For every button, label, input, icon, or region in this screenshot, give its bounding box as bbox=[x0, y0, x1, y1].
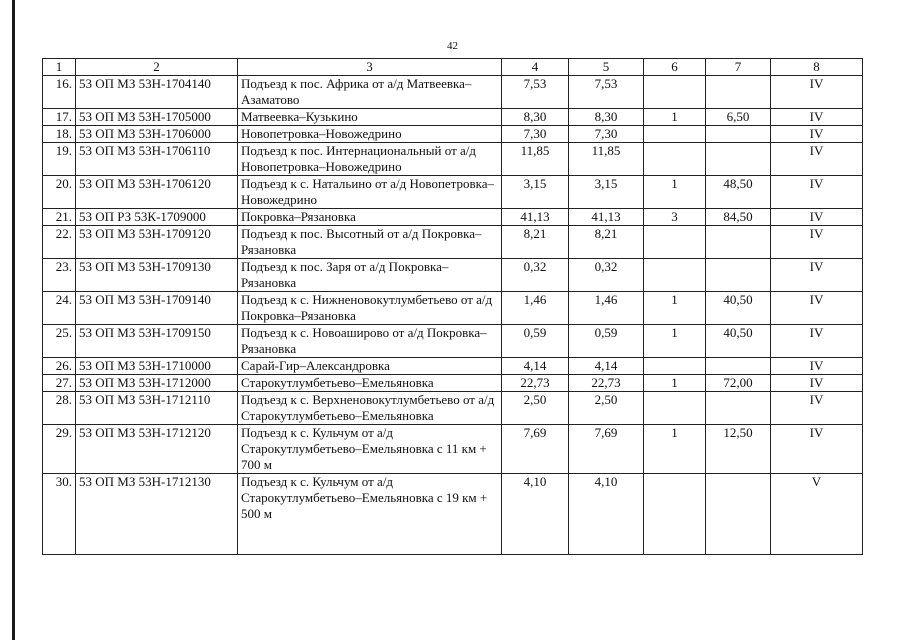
row-number: 19. bbox=[43, 143, 76, 176]
table-row bbox=[43, 392, 863, 425]
col-6-value: 1 bbox=[644, 425, 706, 474]
col-5-value: 0,59 bbox=[569, 325, 644, 358]
col-4-value: 11,85 bbox=[502, 143, 569, 176]
col-5-value: 3,15 bbox=[569, 176, 644, 209]
road-code: 53 ОП МЗ 53Н-1710000 bbox=[76, 358, 238, 375]
row-number: 24. bbox=[43, 292, 76, 325]
header-col-7: 7 bbox=[706, 59, 771, 76]
col-7-value bbox=[706, 392, 771, 425]
road-name: Подъезд к пос. Высотный от а/д Покровка–Рязановка bbox=[238, 226, 502, 259]
col-5-value: 2,50 bbox=[569, 392, 644, 425]
col-4-value: 41,13 bbox=[502, 209, 569, 226]
road-name: Подъезд к с. Кульчум от а/д Старокутлумбетьево–Емельяновка с 11 км + 700 м bbox=[238, 425, 502, 474]
road-name: Покровка–Рязановка bbox=[238, 209, 502, 226]
col-5-value: 0,32 bbox=[569, 259, 644, 292]
col-8-value: IV bbox=[771, 226, 863, 259]
road-name: Подъезд к с. Новоаширово от а/д Покровка–Рязановка bbox=[238, 325, 502, 358]
col-7-value: 6,50 bbox=[706, 109, 771, 126]
road-name: Новопетровка–Новожедрино bbox=[238, 126, 502, 143]
col-4-value: 2,50 bbox=[502, 392, 569, 425]
table-row bbox=[43, 292, 863, 325]
col-6-value bbox=[644, 226, 706, 259]
row-number: 21. bbox=[43, 209, 76, 226]
col-7-value bbox=[706, 226, 771, 259]
col-7-value: 40,50 bbox=[706, 325, 771, 358]
road-name: Сарай-Гир–Александровка bbox=[238, 358, 502, 375]
table-row bbox=[43, 375, 863, 392]
col-7-value bbox=[706, 143, 771, 176]
road-code: 53 ОП МЗ 53Н-1709150 bbox=[76, 325, 238, 358]
col-4-value: 8,21 bbox=[502, 226, 569, 259]
table-row bbox=[43, 259, 863, 292]
table-header bbox=[43, 59, 863, 76]
road-code: 53 ОП МЗ 53Н-1706110 bbox=[76, 143, 238, 176]
table-row bbox=[43, 474, 863, 555]
col-7-value: 40,50 bbox=[706, 292, 771, 325]
roads-table bbox=[42, 58, 863, 555]
col-4-value: 0,32 bbox=[502, 259, 569, 292]
col-8-value: IV bbox=[771, 259, 863, 292]
road-name: Подъезд к пос. Африка от а/д Матвеевка–Азаматово bbox=[238, 76, 502, 109]
col-7-value: 48,50 bbox=[706, 176, 771, 209]
col-7-value: 84,50 bbox=[706, 209, 771, 226]
table-row bbox=[43, 325, 863, 358]
road-name: Подъезд к с. Кульчум от а/д Старокутлумбетьево–Емельяновка с 19 км + 500 м bbox=[238, 474, 502, 555]
col-8-value: IV bbox=[771, 143, 863, 176]
row-number: 16. bbox=[43, 76, 76, 109]
col-5-value: 7,30 bbox=[569, 126, 644, 143]
row-number: 17. bbox=[43, 109, 76, 126]
col-7-value: 12,50 bbox=[706, 425, 771, 474]
col-6-value bbox=[644, 392, 706, 425]
road-name: Подъезд к пос. Интернациональный от а/д Новопетровка–Новожедрино bbox=[238, 143, 502, 176]
col-6-value: 1 bbox=[644, 109, 706, 126]
col-6-value: 3 bbox=[644, 209, 706, 226]
col-4-value: 7,30 bbox=[502, 126, 569, 143]
road-name: Матвеевка–Кузькино bbox=[238, 109, 502, 126]
page-number: 42 bbox=[447, 40, 458, 52]
row-number: 23. bbox=[43, 259, 76, 292]
table-row bbox=[43, 76, 863, 109]
row-number: 22. bbox=[43, 226, 76, 259]
road-code: 53 ОП МЗ 53Н-1712130 bbox=[76, 474, 238, 555]
col-8-value: V bbox=[771, 474, 863, 555]
col-7-value: 72,00 bbox=[706, 375, 771, 392]
col-4-value: 4,14 bbox=[502, 358, 569, 375]
col-4-value: 0,59 bbox=[502, 325, 569, 358]
col-5-value: 11,85 bbox=[569, 143, 644, 176]
header-col-3: 3 bbox=[238, 59, 502, 76]
col-4-value: 22,73 bbox=[502, 375, 569, 392]
col-8-value: IV bbox=[771, 109, 863, 126]
road-code: 53 ОП МЗ 53Н-1709120 bbox=[76, 226, 238, 259]
col-6-value bbox=[644, 76, 706, 109]
col-6-value bbox=[644, 259, 706, 292]
col-5-value: 4,10 bbox=[569, 474, 644, 555]
col-6-value: 1 bbox=[644, 325, 706, 358]
col-8-value: IV bbox=[771, 209, 863, 226]
table-row bbox=[43, 176, 863, 209]
road-code: 53 ОП МЗ 53Н-1712110 bbox=[76, 392, 238, 425]
road-code: 53 ОП МЗ 53Н-1706000 bbox=[76, 126, 238, 143]
col-4-value: 1,46 bbox=[502, 292, 569, 325]
table-body bbox=[43, 76, 863, 555]
header-col-8: 8 bbox=[771, 59, 863, 76]
col-8-value: IV bbox=[771, 392, 863, 425]
col-6-value: 1 bbox=[644, 292, 706, 325]
road-code: 53 ОП МЗ 53Н-1706120 bbox=[76, 176, 238, 209]
col-8-value: IV bbox=[771, 325, 863, 358]
col-7-value bbox=[706, 358, 771, 375]
col-8-value: IV bbox=[771, 425, 863, 474]
road-code: 53 ОП МЗ 53Н-1709130 bbox=[76, 259, 238, 292]
col-5-value: 7,69 bbox=[569, 425, 644, 474]
table-row bbox=[43, 126, 863, 143]
road-name: Подъезд к с. Верхненовокутлумбетьево от а/д Старокутлумбетьево–Емельяновка bbox=[238, 392, 502, 425]
header-col-1: 1 bbox=[43, 59, 76, 76]
header-col-2: 2 bbox=[76, 59, 238, 76]
col-4-value: 4,10 bbox=[502, 474, 569, 555]
col-8-value: IV bbox=[771, 358, 863, 375]
col-4-value: 7,53 bbox=[502, 76, 569, 109]
col-7-value bbox=[706, 259, 771, 292]
row-number: 28. bbox=[43, 392, 76, 425]
col-6-value: 1 bbox=[644, 176, 706, 209]
col-6-value bbox=[644, 474, 706, 555]
col-5-value: 22,73 bbox=[569, 375, 644, 392]
row-number: 25. bbox=[43, 325, 76, 358]
col-6-value bbox=[644, 358, 706, 375]
row-number: 18. bbox=[43, 126, 76, 143]
row-number: 29. bbox=[43, 425, 76, 474]
col-4-value: 3,15 bbox=[502, 176, 569, 209]
col-5-value: 8,30 bbox=[569, 109, 644, 126]
col-5-value: 41,13 bbox=[569, 209, 644, 226]
header-col-6: 6 bbox=[644, 59, 706, 76]
scan-edge-line bbox=[12, 0, 15, 640]
table-row bbox=[43, 358, 863, 375]
col-8-value: IV bbox=[771, 126, 863, 143]
col-5-value: 7,53 bbox=[569, 76, 644, 109]
header-col-5: 5 bbox=[569, 59, 644, 76]
col-8-value: IV bbox=[771, 375, 863, 392]
col-4-value: 8,30 bbox=[502, 109, 569, 126]
col-5-value: 8,21 bbox=[569, 226, 644, 259]
table-row bbox=[43, 143, 863, 176]
road-code: 53 ОП МЗ 53Н-1709140 bbox=[76, 292, 238, 325]
road-code: 53 ОП МЗ 53Н-1712120 bbox=[76, 425, 238, 474]
row-number: 30. bbox=[43, 474, 76, 555]
road-code: 53 ОП МЗ 53Н-1704140 bbox=[76, 76, 238, 109]
table-row bbox=[43, 109, 863, 126]
road-name: Старокутлумбетьево–Емельяновка bbox=[238, 375, 502, 392]
col-7-value bbox=[706, 76, 771, 109]
header-col-4: 4 bbox=[502, 59, 569, 76]
row-number: 27. bbox=[43, 375, 76, 392]
header-row bbox=[43, 59, 863, 76]
row-number: 20. bbox=[43, 176, 76, 209]
col-5-value: 1,46 bbox=[569, 292, 644, 325]
road-name: Подъезд к пос. Заря от а/д Покровка–Рязановка bbox=[238, 259, 502, 292]
col-4-value: 7,69 bbox=[502, 425, 569, 474]
col-5-value: 4,14 bbox=[569, 358, 644, 375]
road-code: 53 ОП МЗ 53Н-1712000 bbox=[76, 375, 238, 392]
table-row bbox=[43, 226, 863, 259]
col-7-value bbox=[706, 474, 771, 555]
col-6-value: 1 bbox=[644, 375, 706, 392]
col-7-value bbox=[706, 126, 771, 143]
table-row bbox=[43, 425, 863, 474]
table-row bbox=[43, 209, 863, 226]
row-number: 26. bbox=[43, 358, 76, 375]
col-8-value: IV bbox=[771, 292, 863, 325]
road-name: Подъезд к с. Нижненовокутлумбетьево от а/д Покровка–Рязановка bbox=[238, 292, 502, 325]
road-code: 53 ОП МЗ 53Н-1705000 bbox=[76, 109, 238, 126]
col-6-value bbox=[644, 143, 706, 176]
col-6-value bbox=[644, 126, 706, 143]
col-8-value: IV bbox=[771, 76, 863, 109]
road-name: Подъезд к с. Натальино от а/д Новопетровка–Новожедрино bbox=[238, 176, 502, 209]
col-8-value: IV bbox=[771, 176, 863, 209]
road-code: 53 ОП РЗ 53К-1709000 bbox=[76, 209, 238, 226]
